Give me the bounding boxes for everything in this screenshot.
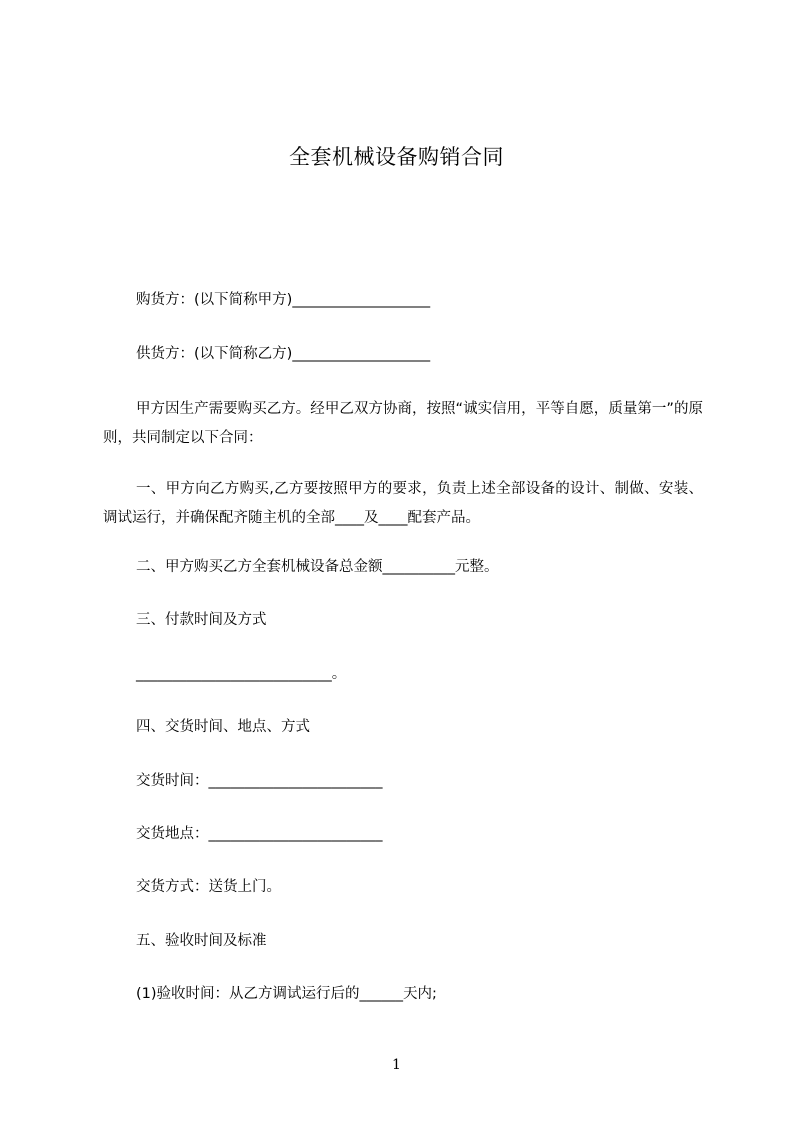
clause-5-heading: 五、验收时间及标准 [136,933,267,949]
delivery-time-line: 交货时间：________________________ [136,773,383,789]
contract-title: 全套机械设备购销合同 [289,145,504,169]
delivery-method-line: 交货方式：送货上门。 [136,879,281,895]
supplier-line: 供货方：(以下简称乙方)___________________ [136,346,431,362]
clause-2-line: 二、甲方购买乙方全套机械设备总金额__________元整。 [136,559,499,575]
clause-1-paragraph: 一、甲方向乙方购买,乙方要按照甲方的要求，负责上述全部设备的设计、制做、安装、调试运行，并确保配齐随主机的全部____及____配套产品。 [103,481,703,526]
delivery-place-line: 交货地点：________________________ [136,826,383,842]
page-number: 1 [392,1057,401,1073]
clause-4-heading: 四、交货时间、地点、方式 [136,719,310,735]
buyer-line: 购货方：(以下简称甲方)___________________ [136,292,431,308]
clause-3-blank: ___________________________。 [136,666,347,682]
intro-paragraph: 甲方因生产需要购买乙方。经甲乙双方协商，按照“诚实信用，平等自愿，质量第一”的原则，共同制定以下合同： [103,401,703,446]
clause-3-heading: 三、付款时间及方式 [136,612,267,628]
acceptance-time-line: (1)验收时间：从乙方调试运行后的______天内; [136,986,437,1002]
